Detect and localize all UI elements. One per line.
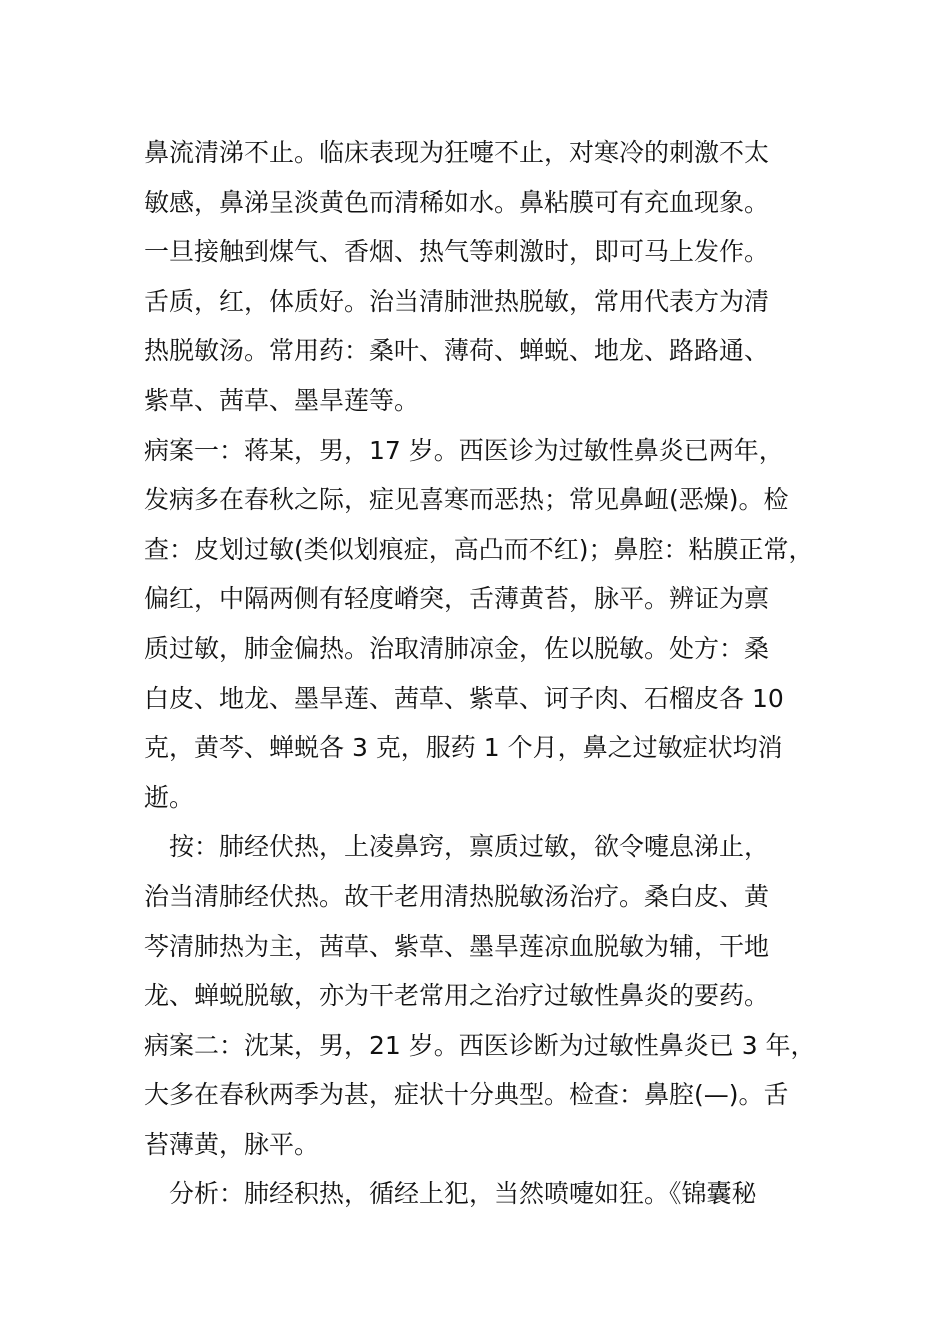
text-line-21: 苔薄黄，脉平。: [144, 1129, 320, 1159]
text-line-15: 按：肺经伏热，上凌鼻窍，禀质过敏，欲令嚏息涕止，: [144, 832, 770, 862]
text-line-9: 查：皮划过敏(类似划痕症，高凸而不红)；鼻腔：粘膜正常，: [144, 534, 814, 564]
text-line-5: 热脱敏汤。常用药：桑叶、薄荷、蝉蜕、地龙、路路通、: [144, 336, 770, 366]
text-line-19: 病案二：沈某，男，21 岁。西医诊断为过敏性鼻炎已 3 年，: [144, 1030, 816, 1060]
text-line-14: 逝。: [144, 782, 195, 812]
text-line-13: 克，黄芩、蝉蜕各 3 克，服药 1 个月，鼻之过敏症状均消: [144, 733, 783, 763]
text-line-16: 治当清肺经伏热。故干老用清热脱敏汤治疗。桑白皮、黄: [144, 881, 770, 911]
text-line-22: 分析：肺经积热，循经上犯，当然喷嚏如狂。《锦囊秘: [144, 1179, 757, 1209]
text-line-17: 芩清肺热为主，茜草、紫草、墨旱莲凉血脱敏为辅，干地: [144, 931, 770, 961]
text-line-20: 大多在春秋两季为甚，症状十分典型。检查：鼻腔(—)。舌: [144, 1080, 789, 1110]
text-line-4: 舌质，红，体质好。治当清肺泄热脱敏，常用代表方为清: [144, 286, 770, 316]
text-line-8: 发病多在春秋之际，症见喜寒而恶热；常见鼻衄(恶燥)。检: [144, 485, 789, 515]
text-line-1: 鼻流清涕不止。临床表现为狂嚏不止，对寒冷的刺激不太: [144, 138, 770, 167]
text-line-12: 白皮、地龙、墨旱莲、茜草、紫草、诃子肉、石榴皮各 10: [144, 683, 784, 713]
text-line-2: 敏感，鼻涕呈淡黄色而清稀如水。鼻粘膜可有充血现象。: [144, 187, 770, 217]
text-line-11: 质过敏，肺金偏热。治取清肺凉金，佐以脱敏。处方：桑: [144, 633, 770, 663]
text-line-10: 偏红，中隔两侧有轻度嵴突，舌薄黄苔，脉平。辨证为禀: [144, 584, 770, 614]
text-line-3: 一旦接触到煤气、香烟、热气等刺激时，即可马上发作。: [144, 237, 770, 267]
text-line-7: 病案一：蒋某，男，17 岁。西医诊为过敏性鼻炎已两年，: [144, 435, 784, 465]
text-line-18: 龙、蝉蜕脱敏，亦为干老常用之治疗过敏性鼻炎的要药。: [144, 981, 770, 1011]
text-line-6: 紫草、茜草、墨旱莲等。: [144, 385, 420, 415]
document-body-text: [144, 128, 824, 1219]
